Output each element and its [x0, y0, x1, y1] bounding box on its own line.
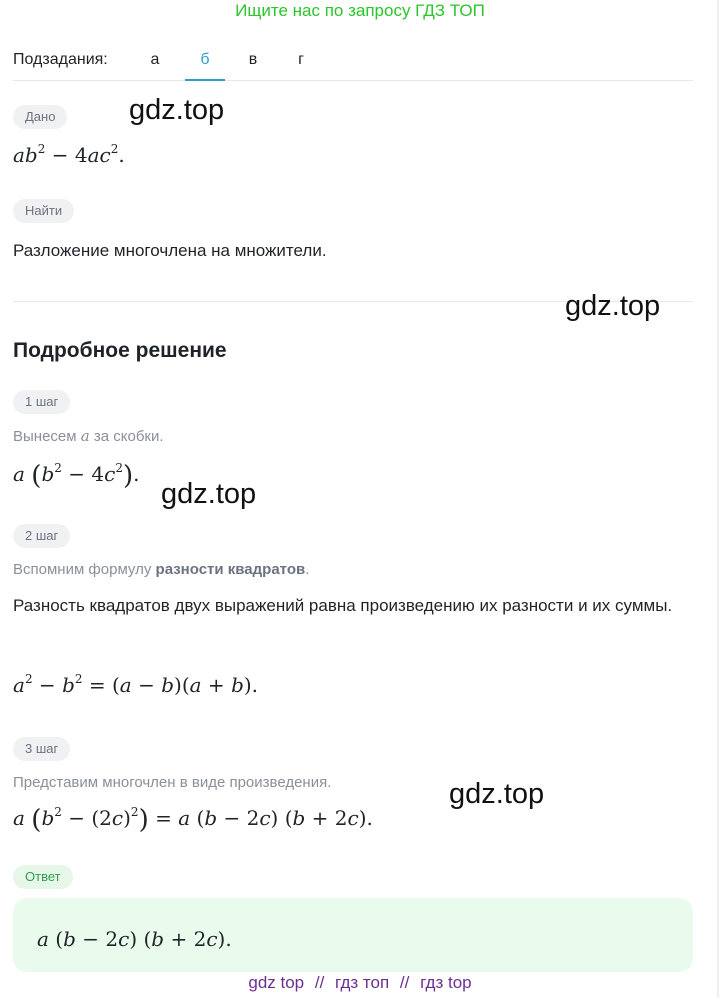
find-chip: Найти — [13, 199, 74, 223]
footer-link-3[interactable]: гдз top — [420, 973, 472, 992]
watermark: gdz.top — [565, 290, 661, 322]
step-2-hint-suffix: . — [305, 561, 310, 578]
footer-link-1[interactable]: gdz top — [248, 973, 305, 992]
step-1-hint — [13, 427, 164, 445]
watermark: gdz.top — [449, 778, 545, 810]
given-expression: $ab^2 - 4ac^2$. — [13, 142, 125, 167]
tab-b[interactable]: б — [185, 51, 225, 81]
answer-math: a (b − 2c) (b + 2c). — [37, 927, 232, 951]
step-3-chip: 3 шаг — [13, 737, 70, 761]
step-1-hint-suffix: за скобки. — [93, 428, 164, 445]
subtasks-row — [13, 47, 693, 81]
step-1-chip: 1 шаг — [13, 390, 70, 414]
find-text: Разложение многочлена на множители. — [13, 241, 327, 260]
given-chip: Дано — [13, 105, 67, 129]
step-2-hint-bold: разности квадратов — [155, 561, 306, 578]
step-3-math: a $(b^2 - (2c)^2) = a$ (b − 2c) (b + 2c). — [13, 805, 373, 835]
step-2-chip: 2 шаг — [13, 524, 70, 548]
tab-v[interactable]: в — [248, 51, 258, 68]
step-2-hint-prefix: Вспомним формулу — [13, 561, 152, 578]
answer-chip: Ответ — [13, 865, 73, 889]
subtasks-label: Подзадания: — [13, 51, 108, 68]
step-2-text: Разность квадратов двух выражений равна произведению их разности и их суммы. — [13, 596, 673, 615]
footer-link-2[interactable]: гдз топ — [335, 973, 390, 992]
step-1-hint-var: a — [80, 427, 90, 445]
footer-separator: // — [314, 973, 325, 992]
step-2-math: $a^2 - b^2 = (a - b)(a + b)$. — [13, 672, 259, 697]
page-edge-rule — [717, 0, 719, 998]
footer-separator: // — [399, 973, 410, 992]
step-1-math: a $(b^2 - 4c^2)$. — [13, 461, 140, 491]
step-2-hint — [13, 561, 309, 578]
tab-a[interactable]: а — [150, 51, 160, 68]
solution-title: Подробное решение — [13, 339, 227, 362]
step-3-hint: Представим многочлен в виде произведения. — [13, 774, 332, 791]
watermark: gdz.top — [161, 478, 257, 510]
answer-box — [13, 898, 693, 972]
watermark: gdz.top — [129, 94, 225, 126]
search-banner: Ищите нас по запросу ГДЗ ТОП — [235, 1, 485, 20]
step-1-hint-prefix: Вынесем — [13, 428, 77, 445]
tab-g[interactable]: г — [298, 51, 304, 68]
footer-links — [0, 970, 720, 996]
